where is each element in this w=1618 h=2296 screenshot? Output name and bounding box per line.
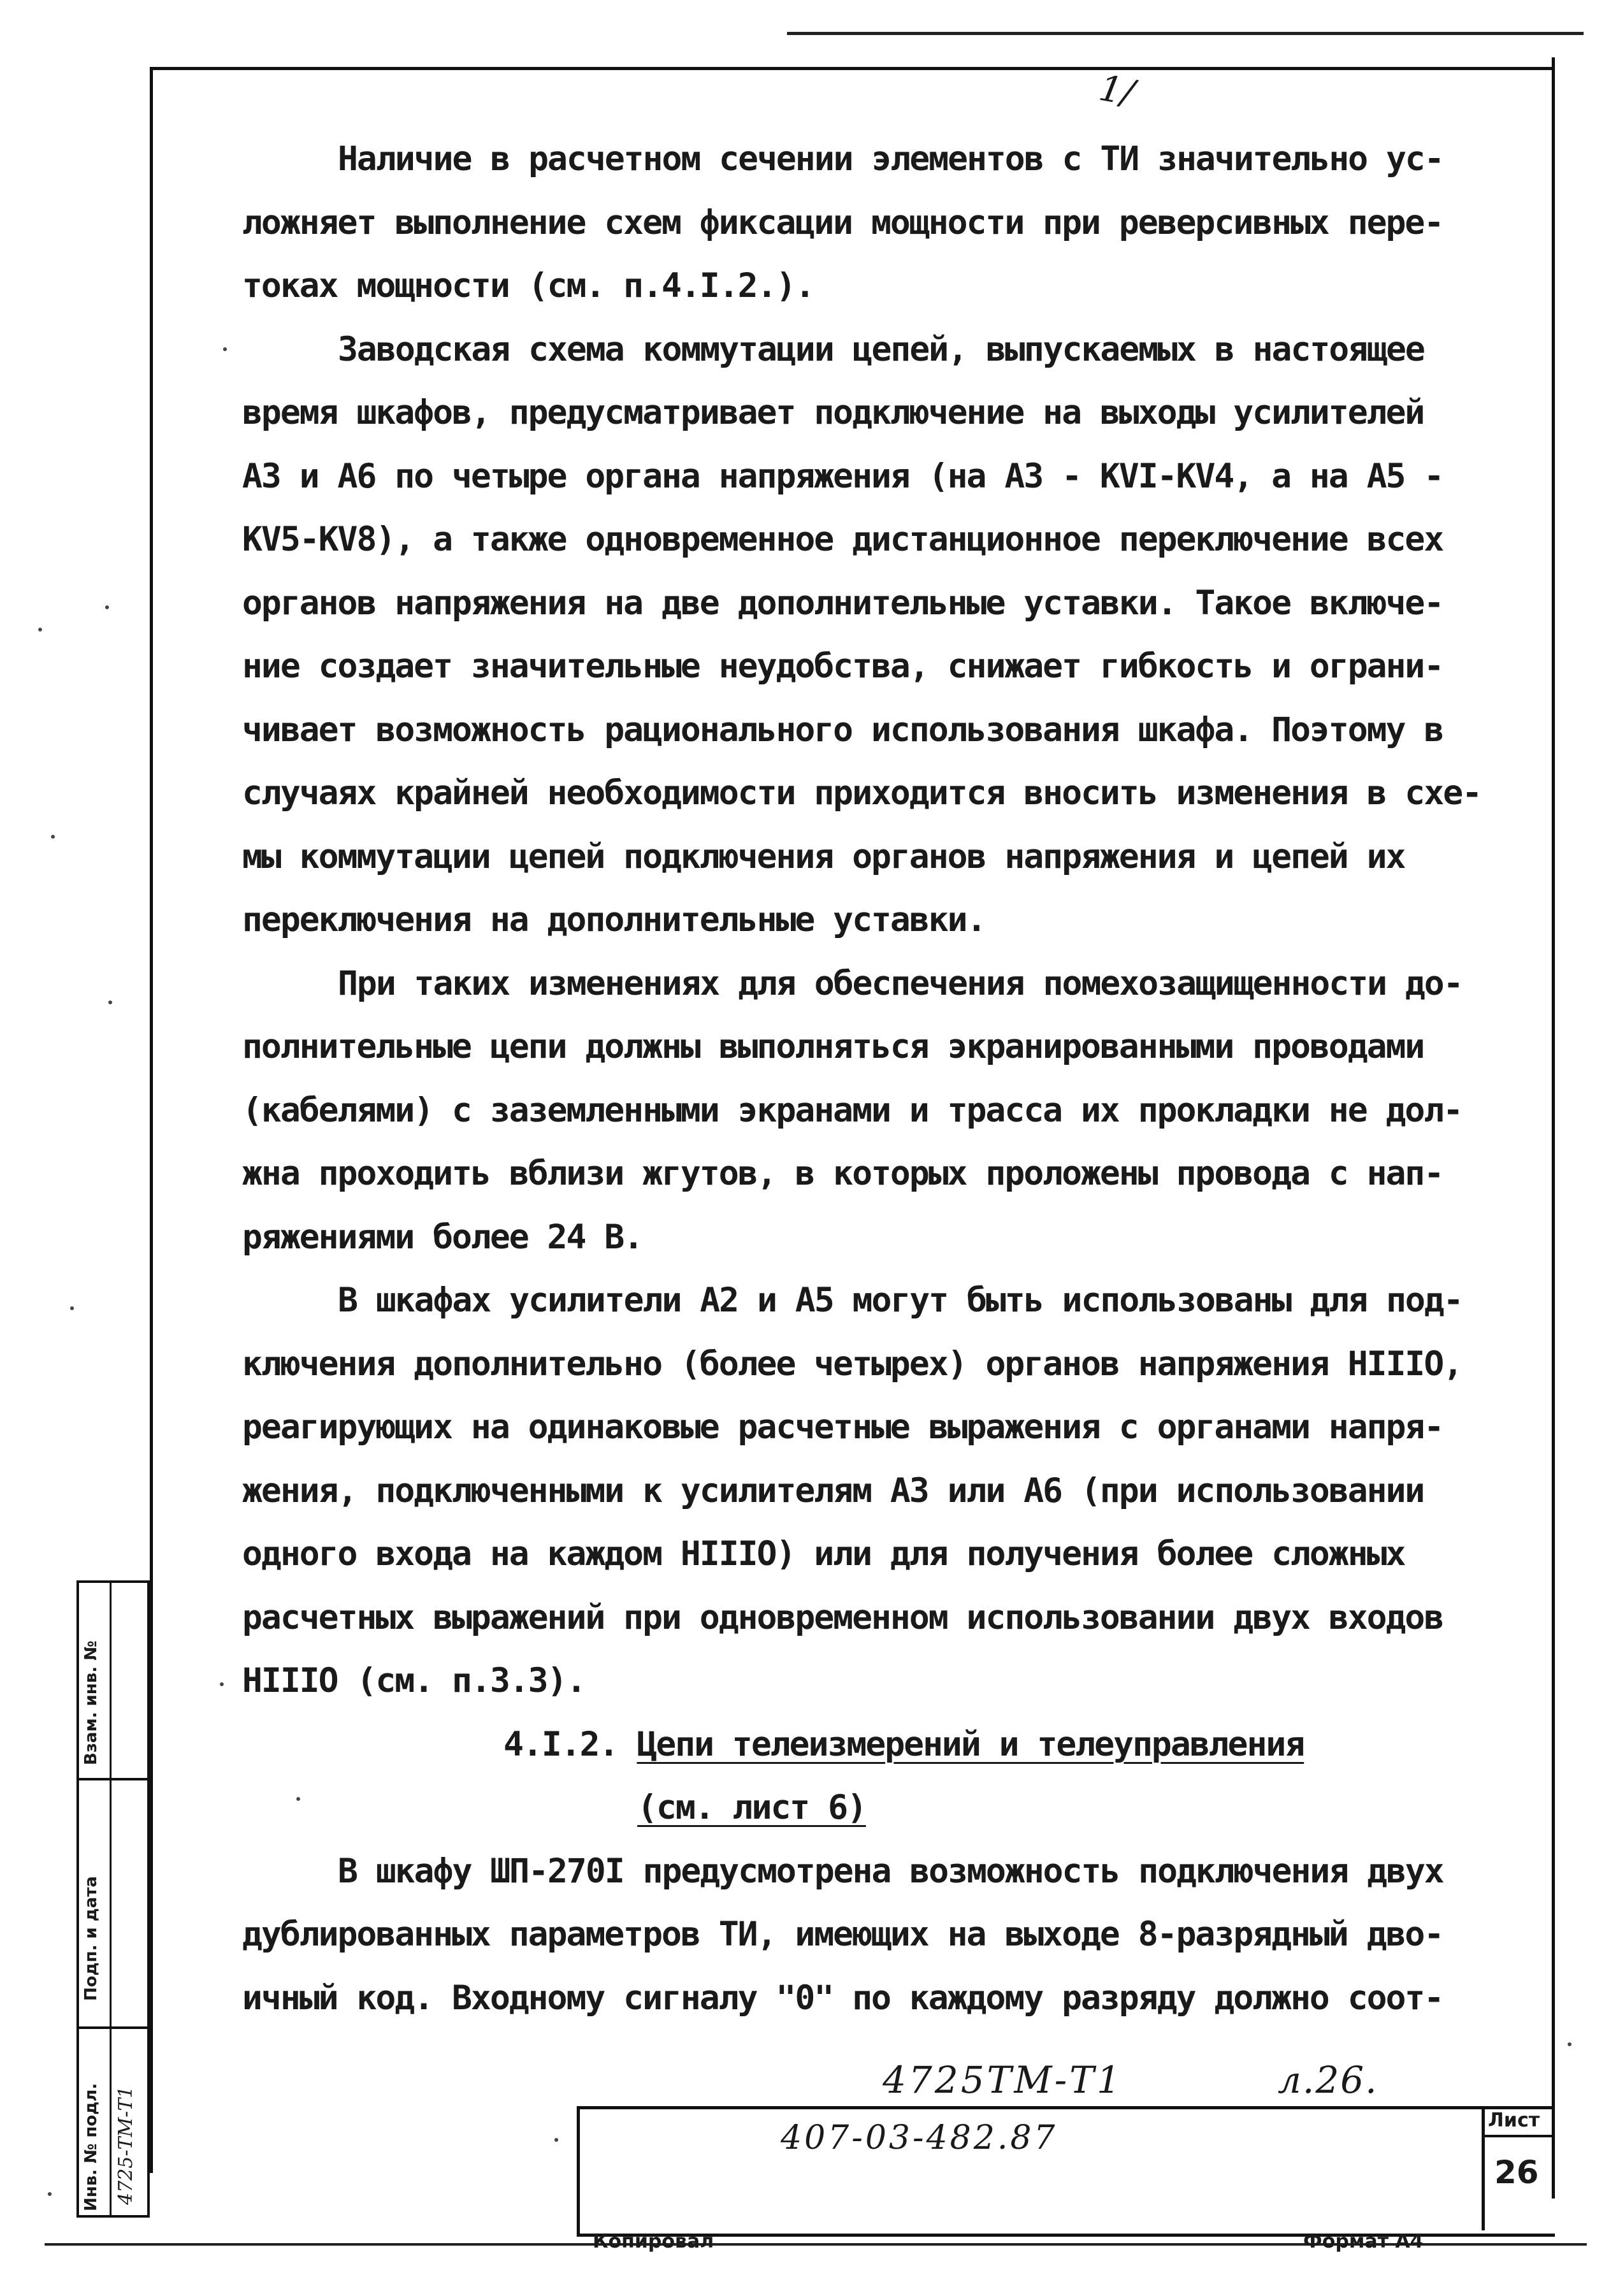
text-line: (кабелями) с заземленными экранами и трасса их прокладки не дол- (242, 1090, 1463, 1130)
side-inv-value: 4725-ТМ-Т1 (115, 2086, 137, 2205)
scan-speck (223, 347, 227, 351)
side-stamp-row-divider (76, 1778, 150, 1780)
text-line: ряжениями более 24 В. (242, 1217, 643, 1257)
text-line: полнительные цепи должны выполняться экранированными проводами (242, 1027, 1424, 1066)
footer-copied: Копировал (593, 2230, 714, 2253)
text-line: При таких изменениях для обеспечения помехозащищенности до- (338, 964, 1463, 1003)
side-stamp-row-divider (76, 2026, 150, 2029)
scan-speck (105, 605, 109, 609)
scan-top-line (787, 32, 1584, 35)
text-line: НIIIО (см. п.3.3). (242, 1661, 586, 1700)
scan-speck (48, 2192, 52, 2196)
handwritten-sheet: л.26. (1278, 2058, 1378, 2102)
scan-speck (296, 1797, 300, 1801)
side-label-inv: Инв. № подл. (82, 2083, 101, 2211)
document-body (242, 127, 1510, 2030)
sheet-label: Лист (1488, 2109, 1540, 2132)
side-stamp-column-divider (110, 1580, 112, 2218)
text-line: время шкафов, предусматривает подключение на выходы усилителей (242, 393, 1424, 432)
text-line: органов напряжения на две дополнительные уставки. Такое включе- (242, 583, 1443, 623)
document-code: 407-03-482.87 (781, 2119, 1058, 2157)
section-heading (242, 1713, 1510, 1777)
scan-speck (108, 1000, 112, 1004)
scan-speck (51, 835, 55, 839)
text-line: Заводская схема коммутации цепей, выпускаемых в настоящее (338, 329, 1424, 369)
scan-speck (1568, 2042, 1571, 2046)
sheet-number: 26 (1494, 2154, 1539, 2191)
text-line: ичный код. Входному сигналу "0" по каждому разряду должно соот- (242, 1978, 1443, 2018)
text-line: ние создает значительные неудобства, снижает гибкость и ограни- (242, 647, 1443, 686)
section-subtitle: (см. лист 6) (637, 1788, 866, 1827)
text-line: дублированных параметров ТИ, имеющих на выходе 8-разрядный дво- (242, 1915, 1443, 1954)
text-line: жения, подключенными к усилителям А3 или А6 (при использовании (242, 1471, 1424, 1510)
text-line: жна проходить вблизи жгутов, в которых проложены провода с нап- (242, 1154, 1443, 1193)
section-subheading (242, 1776, 1510, 1840)
section-title: Цепи телеизмерений и телеуправления (637, 1724, 1304, 1764)
scan-speck (554, 2138, 558, 2142)
text-line: Наличие в расчетном сечении элементов с ТИ значительно ус- (338, 140, 1443, 178)
title-block (577, 2106, 1555, 2237)
page-mark: 1/ (1095, 67, 1138, 115)
text-line: В шкафах усилители А2 и А5 могут быть использованы для под- (338, 1281, 1463, 1320)
scan-speck (70, 1306, 74, 1310)
footer-format: Формат А4 (1303, 2230, 1424, 2253)
text-line: КV5-КV8), а также одновременное дистанционное переключение всех (242, 520, 1443, 559)
scan-speck (220, 1682, 224, 1686)
text-line: расчетных выражений при одновременном использовании двух входов (242, 1598, 1443, 1637)
text-line: одного входа на каждом НIIIО) или для получения более сложных (242, 1534, 1405, 1573)
section-number: 4.I.2. (503, 1724, 618, 1764)
text-line: реагирующих на одинаковые расчетные выражения с органами напря- (242, 1408, 1443, 1447)
scan-speck (38, 628, 42, 632)
text-line: ключения дополнительно (более четырех) органов напряжения НIIIО, (242, 1344, 1463, 1383)
text-line: чивает возможность рационального использования шкафа. Поэтому в (242, 710, 1443, 749)
text-line: случаях крайней необходимости приходится вносить изменения в схе- (242, 774, 1482, 812)
text-line: токах мощности (см. п.4.I.2.). (242, 266, 814, 305)
text-line: А3 и А6 по четыре органа напряжения (на А3 - КVI-КV4, а на А5 - (242, 456, 1443, 496)
side-label-exchange: Взам. инв. № (82, 1640, 101, 1765)
text-line: переключения на дополнительные уставки. (242, 900, 986, 939)
text-line: ложняет выполнение схем фиксации мощности при реверсивных пере- (242, 203, 1443, 242)
text-line: В шкафу ШП-270I предусмотрена возможность подключения двух (338, 1851, 1443, 1891)
handwritten-code: 4725ТМ-Т1 (883, 2058, 1123, 2102)
side-label-sign: Подп. и дата (82, 1876, 101, 2001)
sheet-divider (1482, 2135, 1552, 2137)
sheet-right-border (1552, 57, 1555, 2199)
text-line: мы коммутации цепей подключения органов напряжения и цепей их (242, 837, 1405, 876)
